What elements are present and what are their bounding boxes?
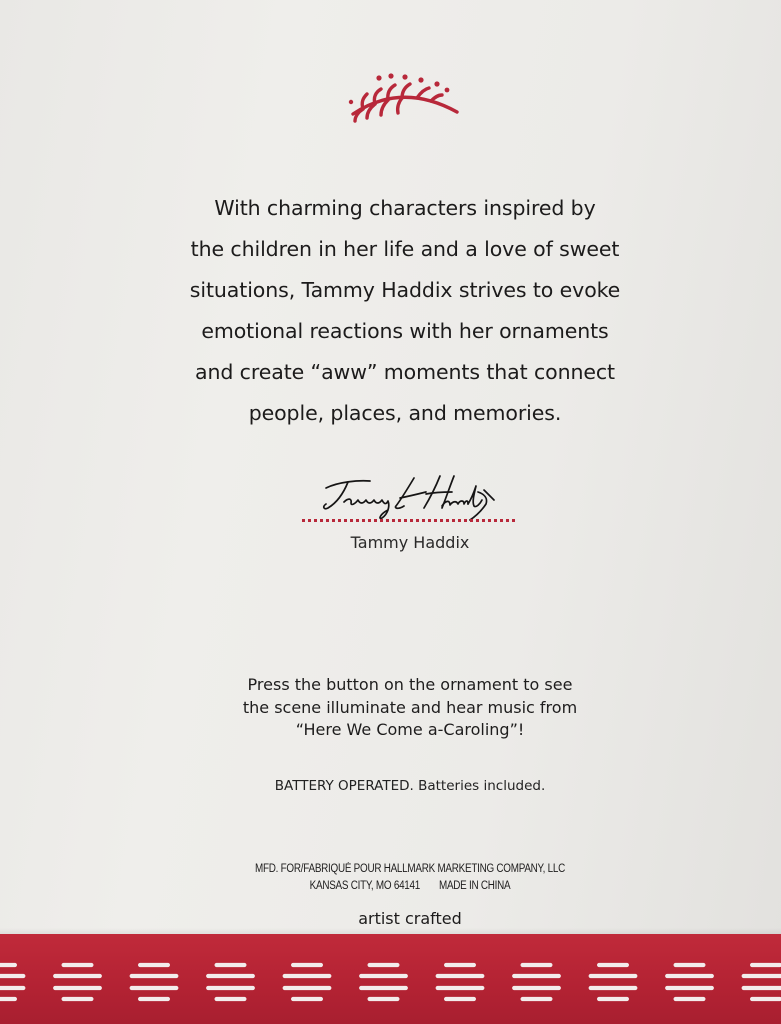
manufacturer-info [229, 861, 590, 895]
battery-note: BATTERY OPERATED. Batteries included. [274, 778, 546, 794]
manufacturer-line: MFD. FOR/FABRIQUÉ POUR HALLMARK MARKETING COMPANY, LLC [255, 863, 565, 875]
bio-line: the children in her life and a love of sweet [190, 237, 620, 261]
striped-ornament-icon [438, 965, 483, 999]
ornament-pattern [0, 954, 781, 1010]
bio-line: people, places, and memories. [248, 401, 562, 425]
artist-bio [150, 188, 660, 434]
striped-ornament-icon [667, 965, 712, 999]
striped-ornament-icon [591, 965, 636, 999]
manufacturer-city: KANSAS CITY, MO 64141 [309, 880, 421, 892]
signature-rule [302, 519, 515, 522]
striped-ornament-icon [0, 965, 23, 999]
bio-line: and create “aww” moments that connect [194, 360, 615, 384]
ornament-instructions [180, 674, 640, 742]
instruction-line: the scene illuminate and hear music from [242, 697, 578, 717]
striped-ornament-icon [744, 965, 781, 999]
manufacturer-origin: MADE IN CHINA [438, 880, 511, 892]
bio-line: With charming characters inspired by [214, 196, 596, 220]
striped-ornament-icon [208, 965, 253, 999]
striped-ornament-icon [361, 965, 406, 999]
striped-ornament-icon [55, 965, 100, 999]
striped-ornament-icon [285, 965, 330, 999]
manufacturer-address [229, 878, 590, 895]
striped-ornament-icon [514, 965, 559, 999]
artist-crafted-tagline: artist crafted [358, 909, 462, 928]
artist-name: Tammy Haddix [350, 533, 470, 552]
instruction-line: Press the button on the ornament to see [247, 675, 573, 694]
instruction-line: “Here We Come a-Caroling”! [295, 720, 525, 739]
bio-line: emotional reactions with her ornaments [201, 319, 609, 343]
holly-sprig-icon [345, 72, 465, 124]
striped-ornament-icon [132, 965, 177, 999]
artist-signature [318, 470, 498, 524]
bio-line: situations, Tammy Haddix strives to evoke [189, 278, 621, 302]
